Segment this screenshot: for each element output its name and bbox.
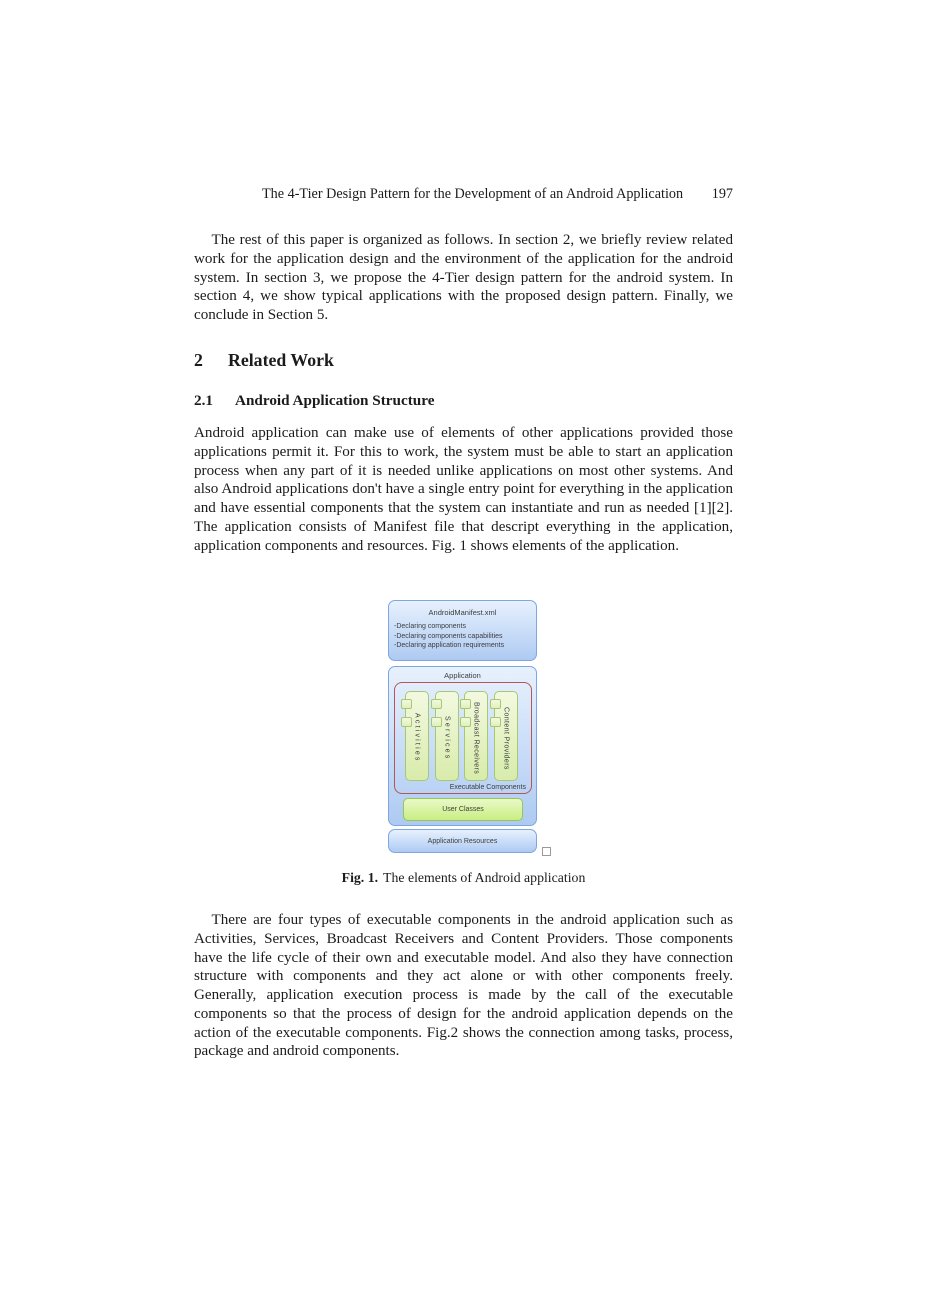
manifest-line: -Declaring components bbox=[394, 623, 466, 630]
component-tab-icon bbox=[460, 717, 471, 727]
subsection-heading-android-structure bbox=[194, 392, 733, 410]
component-tab-icon bbox=[460, 699, 471, 709]
component-label: Services bbox=[443, 715, 451, 761]
paragraph-executable-components: There are four types of executable components in the android application such as Activities, Services, Broadcast Receivers and Content Providers. Those components have the life cycle of their own and executable model. And also they have connection structure with components and they act alone or with other components freely. Generally, application execution process is made by the call of the executable components so that the process of design for the android application depends on the action of the executable components. Fig.2 shows the connection among tasks, process, package and android components. bbox=[194, 912, 733, 1060]
component-tab-icon bbox=[490, 699, 501, 709]
component-label: Activities bbox=[413, 713, 421, 763]
user-classes-box: User Classes bbox=[403, 798, 523, 821]
component-services bbox=[435, 691, 459, 781]
component-label: Broadcast Receivers bbox=[472, 701, 480, 775]
executable-components-group bbox=[394, 682, 532, 794]
figure-caption-text: The elements of Android application bbox=[383, 870, 586, 885]
manifest-box-lines bbox=[394, 622, 536, 651]
subsection-number: 2.1 bbox=[194, 392, 213, 409]
section-heading-related-work bbox=[194, 350, 733, 371]
component-tab-icon bbox=[401, 699, 412, 709]
figure-caption-label: Fig. 1. bbox=[341, 870, 379, 885]
component-activities bbox=[405, 691, 429, 781]
section-title: Related Work bbox=[228, 350, 334, 370]
section-number: 2 bbox=[194, 350, 203, 370]
subsection-title: Android Application Structure bbox=[235, 392, 435, 409]
running-title: The 4-Tier Design Pattern for the Development of an Android Application bbox=[262, 186, 684, 202]
component-tab-icon bbox=[401, 717, 412, 727]
application-box bbox=[388, 666, 537, 826]
paragraph-paper-organization: The rest of this paper is organized as follows. In section 2, we briefly review related work for the application design and the environment of the application for the android system. In section 3, we propose the 4-Tier design pattern for the android system. In section 4, we show typical applications with the proposed design pattern. Finally, we conclude in Section 5. bbox=[194, 232, 733, 323]
component-content-providers bbox=[494, 691, 518, 781]
manifest-box bbox=[388, 600, 537, 661]
figure-caption bbox=[194, 870, 733, 886]
manifest-box-title: AndroidManifest.xml bbox=[428, 608, 497, 617]
component-tab-icon bbox=[431, 699, 442, 709]
component-broadcast-receivers bbox=[464, 691, 488, 781]
executable-components-label: Executable Components bbox=[449, 784, 526, 791]
component-tab-icon bbox=[431, 717, 442, 727]
selection-handle bbox=[542, 847, 551, 856]
page-number: 197 bbox=[711, 186, 733, 202]
component-tab-icon bbox=[490, 717, 501, 727]
application-box-title: Application bbox=[444, 671, 481, 680]
manifest-line: -Declaring application requirements bbox=[394, 642, 505, 650]
figure-1-android-elements bbox=[388, 600, 552, 856]
manifest-line: -Declaring components capabilities bbox=[394, 632, 503, 640]
paragraph-android-structure: Android application can make use of elements of other applications provided those applications permit it. For this to work, the system must be able to start an application process when any part of it is needed unlike applications on most other systems. And also Android applications don't have a single entry point for everything in the application and have essential components that the system can instantiate and run as needed [1][2]. The application consists of Manifest file that descript everything in the application, application components and resources. Fig. 1 shows elements of the application. bbox=[194, 425, 733, 554]
running-header bbox=[194, 186, 733, 203]
application-resources-box: Application Resources bbox=[388, 829, 537, 853]
component-label: Content Providers bbox=[502, 706, 510, 770]
